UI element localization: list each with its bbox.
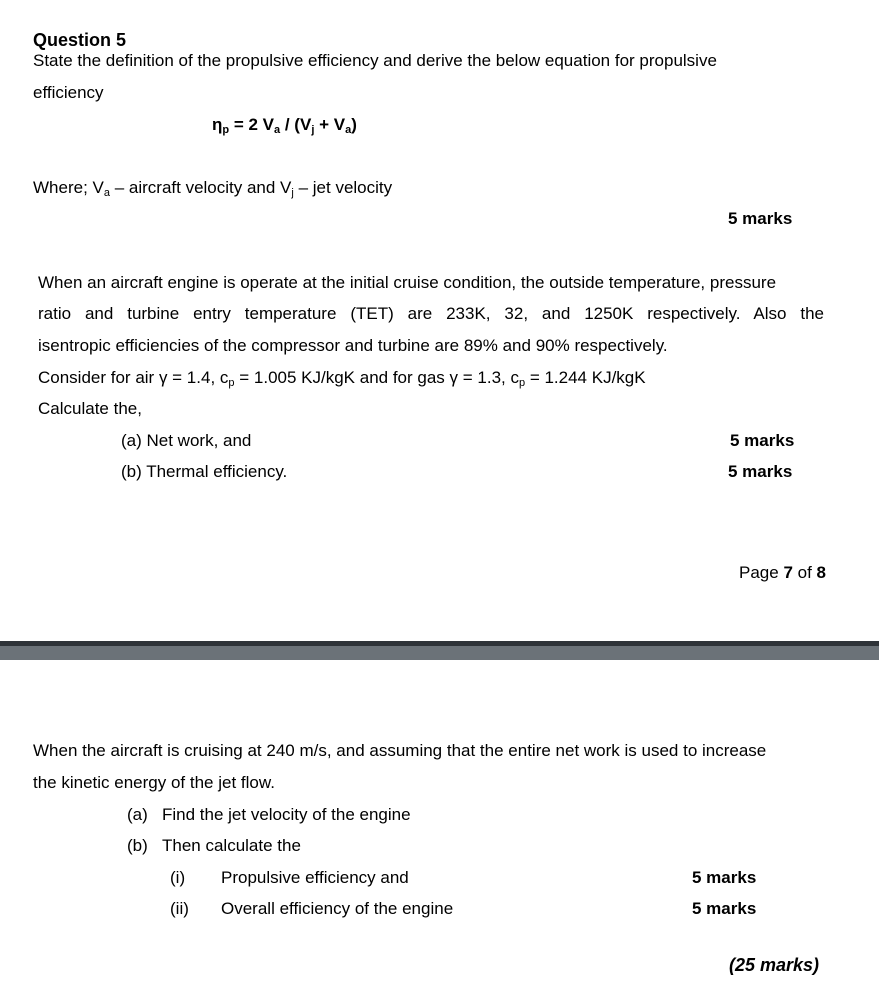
propulsive-efficiency-equation xyxy=(212,115,357,135)
page-divider xyxy=(0,641,879,660)
eq-eta: η xyxy=(212,115,223,134)
eq-sub-p: p xyxy=(222,124,230,136)
subpart-i-text: Propulsive efficiency and xyxy=(221,868,409,887)
cruise-part-a-letter: (a) xyxy=(127,805,148,824)
gamma-gas: γ xyxy=(449,368,459,387)
where-definitions xyxy=(33,178,392,198)
where-lead: Where; V xyxy=(33,178,104,197)
air-lead: Consider for air xyxy=(38,368,159,387)
where-jet: – jet velocity xyxy=(293,178,393,197)
where-sub-a: a xyxy=(103,187,110,199)
conditions-line3: isentropic efficiencies of the compressor and turbine are 89% and 90% respectively. xyxy=(38,336,668,355)
subpart-ii-number: (ii) xyxy=(170,899,189,918)
where-aircraft: – aircraft velocity and V xyxy=(109,178,292,197)
cruise-part-b-text: Then calculate the xyxy=(162,836,301,855)
question-title: Question 5 xyxy=(33,30,127,50)
page-current: 7 xyxy=(783,563,793,582)
marks-subpart-ii: 5 marks xyxy=(692,899,757,918)
eq-div: / (V xyxy=(280,115,312,134)
eq-sub-a1: a xyxy=(274,124,281,136)
eq-sub-a2: a xyxy=(345,124,352,136)
calculate-heading: Calculate the, xyxy=(38,399,142,418)
subpart-i-number: (i) xyxy=(170,868,186,887)
cruise-part-a-text: Find the jet velocity of the engine xyxy=(162,805,411,824)
eq-mid: = 2 V xyxy=(229,115,275,134)
part-a-net-work: (a) Net work, and xyxy=(121,431,252,450)
eq-sub-j: j xyxy=(311,124,315,136)
cruise-line2: the kinetic energy of the jet flow. xyxy=(33,773,275,792)
question-intro-line1: State the definition of the propulsive efficiency and derive the below equation for propulsive xyxy=(33,51,717,70)
subpart-ii-text: Overall efficiency of the engine xyxy=(221,899,454,918)
page-total: 8 xyxy=(816,563,826,582)
top-edge-mark-left xyxy=(732,0,738,3)
gas-cp-value: = 1.244 KJ/kgK xyxy=(525,368,646,387)
gas-gamma-value: = 1.3, c xyxy=(458,368,519,387)
marks-q5-part1: 5 marks xyxy=(728,209,793,228)
marks-part-a: 5 marks xyxy=(730,431,795,450)
where-sub-j: j xyxy=(291,187,294,199)
page-word: Page xyxy=(739,563,784,582)
question-intro-line2: efficiency xyxy=(33,83,104,102)
total-marks: (25 marks) xyxy=(729,955,820,975)
eq-plus: + V xyxy=(314,115,346,134)
marks-part-b: 5 marks xyxy=(728,462,793,481)
page-number xyxy=(739,563,826,583)
marks-subpart-i: 5 marks xyxy=(692,868,757,887)
part-b-thermal-efficiency: (b) Thermal efficiency. xyxy=(121,462,288,481)
top-edge-mark-right xyxy=(826,0,830,3)
eq-end: ) xyxy=(351,115,357,134)
cruise-part-b-letter: (b) xyxy=(127,836,148,855)
gas-properties xyxy=(38,368,646,388)
air-gamma-value: = 1.4, c xyxy=(167,368,229,387)
air-cp-value: = 1.005 KJ/kgK and for gas xyxy=(234,368,450,387)
cruise-line1: When the aircraft is cruising at 240 m/s, and assuming that the entire net work is used to increase xyxy=(33,741,767,760)
conditions-line2: ratio and turbine entry temperature (TET) are 233K, 32, and 1250K respectively. Also the xyxy=(38,304,824,323)
gas-cp-sub: p xyxy=(518,377,526,389)
air-cp-sub: p xyxy=(228,377,235,389)
page-of: of xyxy=(792,563,817,582)
conditions-line1: When an aircraft engine is operate at the initial cruise condition, the outside temperature, pressure xyxy=(38,273,777,292)
gamma-air: γ xyxy=(158,368,168,387)
